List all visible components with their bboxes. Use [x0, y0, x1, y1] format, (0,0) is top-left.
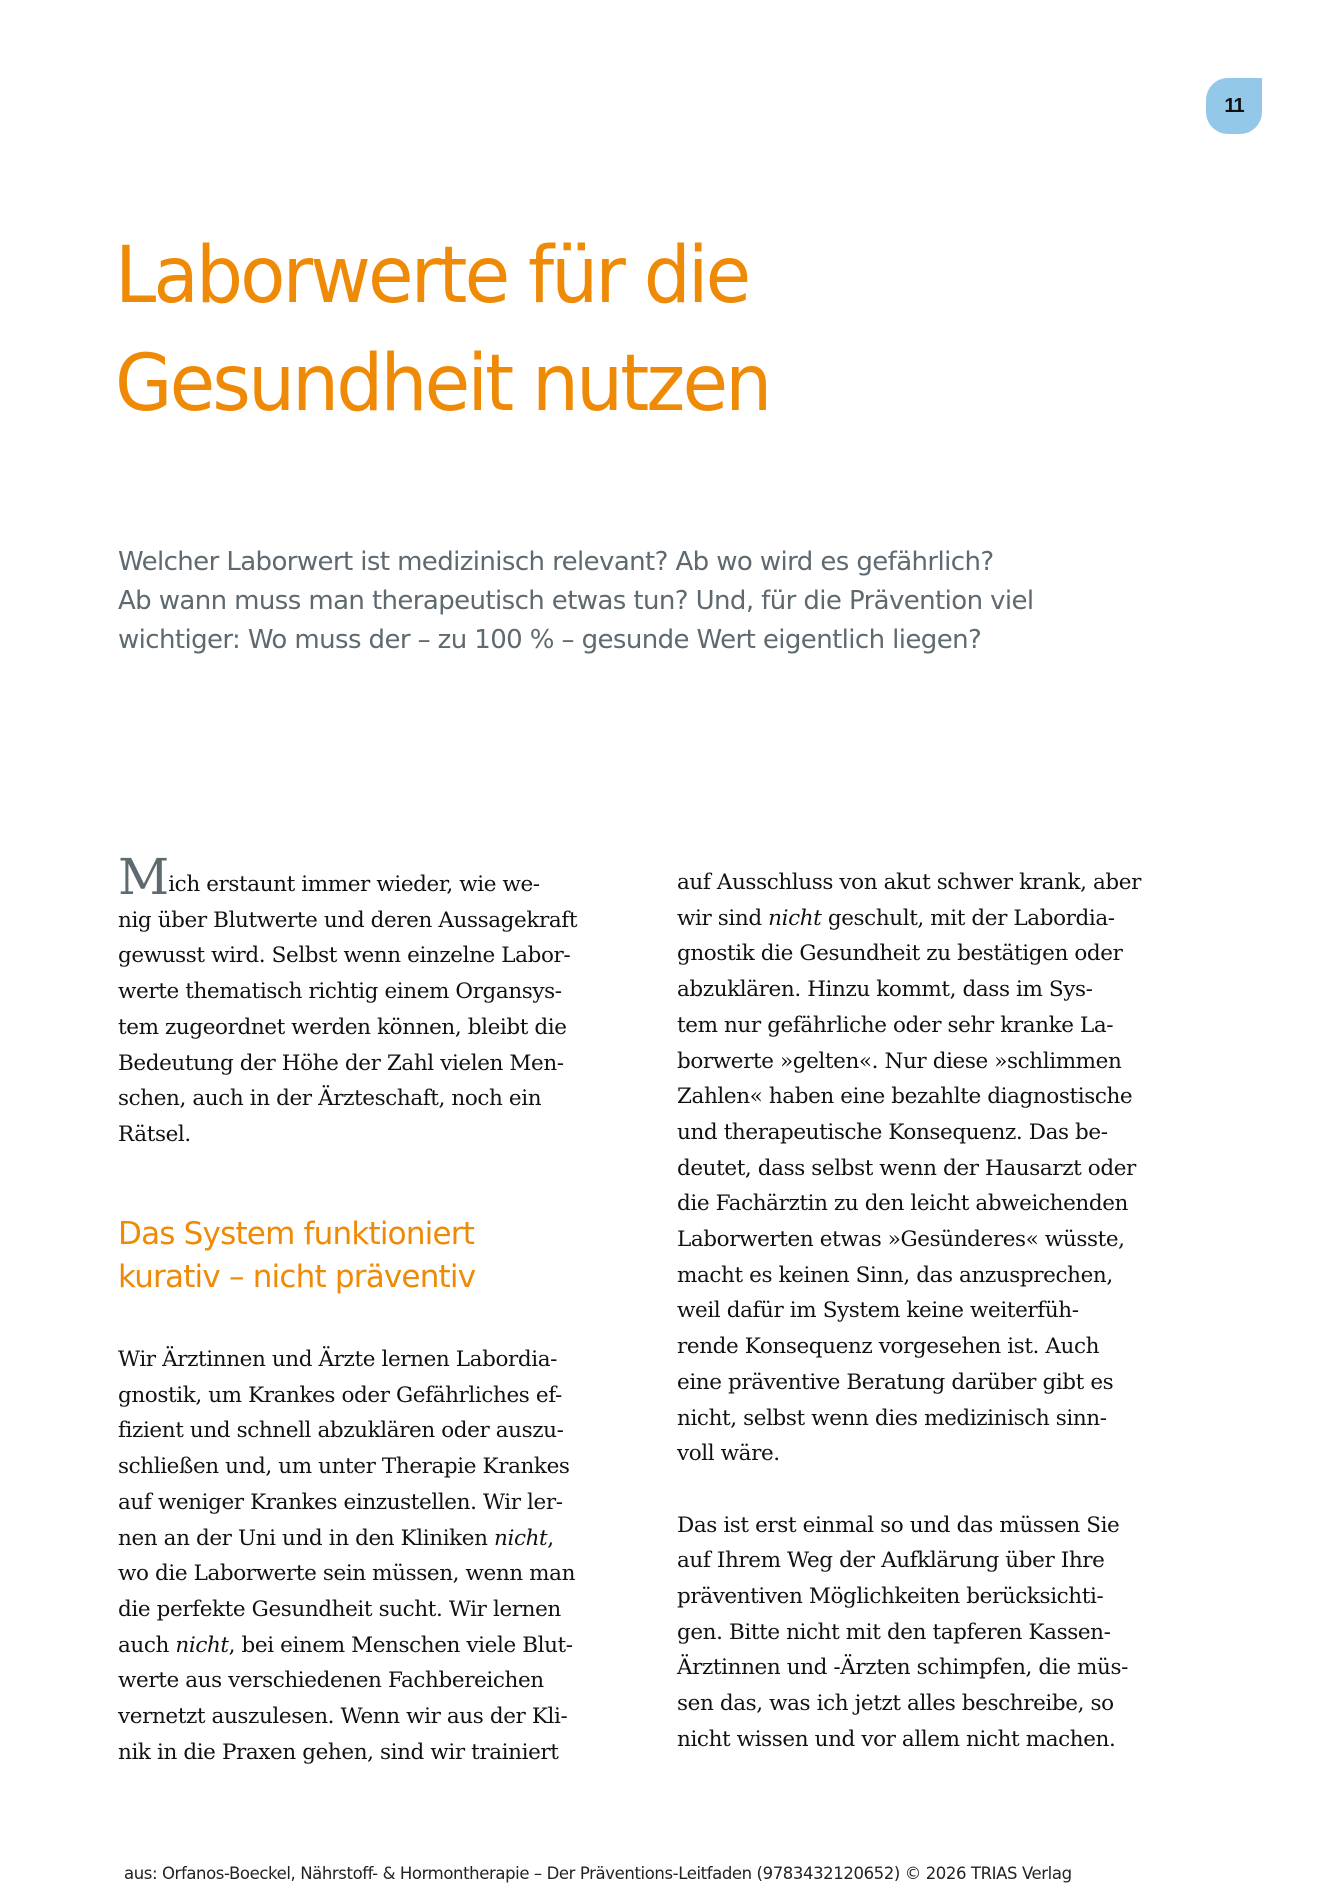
text-line: Laborwerten etwas »Gesünderes« wüsste,: [677, 1227, 1125, 1253]
title-line-1: Laborwerte für die: [115, 231, 749, 321]
text-span: nen an der Uni und in den Kliniken: [118, 1525, 495, 1551]
title-line-2: Gesundheit nutzen: [115, 339, 770, 429]
text-line: nicht, selbst wenn dies medizinisch sinn-: [677, 1405, 1107, 1431]
text-line: [118, 1628, 638, 1664]
text-line: Das ist erst einmal so und das müssen Sie: [677, 1512, 1120, 1538]
text-line: und therapeutische Konsequenz. Das be-: [677, 1119, 1108, 1145]
text-line: eine präventive Beratung darüber gibt es: [677, 1369, 1114, 1395]
text-line: abzuklären. Hinzu kommt, dass im Sys-: [677, 977, 1093, 1003]
text-line: gnostik die Gesundheit zu bestätigen oder: [677, 941, 1123, 967]
text-line: deutet, dass selbst wenn der Hausarzt oder: [677, 1155, 1136, 1181]
text-line: tem nur gefährliche oder sehr kranke La-: [677, 1012, 1114, 1038]
text-line: schließen und, um unter Therapie Krankes: [118, 1454, 570, 1480]
text-line: nicht wissen und vor allem nicht machen.: [677, 1726, 1116, 1752]
text-line: weil dafür im System keine weiterfüh-: [677, 1298, 1079, 1324]
left-column-section-body: [118, 1342, 638, 1770]
text-line: fizient und schnell abzuklären oder auszu-: [118, 1418, 564, 1444]
right-paragraph-2: [677, 1508, 1217, 1758]
text-line: borwerte »gelten«. Nur diese »schlimmen: [677, 1048, 1122, 1074]
text-line: [677, 901, 1217, 937]
emphasis: nicht: [494, 1525, 548, 1551]
text-line: die Fachärztin zu den leicht abweichenden: [677, 1191, 1128, 1217]
text-span: , bei einem Menschen viele Blut-: [228, 1632, 573, 1658]
drop-cap: M: [118, 848, 168, 906]
text-line: gen. Bitte nicht mit den tapferen Kassen-: [677, 1619, 1111, 1645]
text-line: tem zugeordnet werden können, bleibt die: [118, 1014, 567, 1040]
right-column: [677, 865, 1217, 1758]
text-line: vernetzt auszulesen. Wenn wir aus der Kli-: [118, 1704, 568, 1730]
paragraph-spacer: [677, 1472, 1217, 1508]
text-line: werte aus verschiedenen Fachbereichen: [118, 1668, 544, 1694]
text-line: auf Ausschluss von akut schwer krank, aber: [677, 870, 1141, 895]
text-line: wo die Laborwerte sein müssen, wenn man: [118, 1561, 576, 1587]
section-heading: [118, 1213, 475, 1299]
emphasis: nicht: [768, 905, 822, 931]
text-line: sen das, was ich jetzt alles beschreibe, so: [677, 1691, 1114, 1717]
intro-line: Welcher Laborwert ist medizinisch relevant? Ab wo wird es gefährlich?: [118, 547, 994, 577]
heading-line-1: Das System funktioniert: [118, 1216, 475, 1252]
text-line: auf Ihrem Weg der Aufklärung über Ihre: [677, 1548, 1105, 1574]
text-line: präventiven Möglichkeiten berücksichti-: [677, 1584, 1104, 1610]
heading-line-2: kurativ – nicht präventiv: [118, 1259, 476, 1295]
page-number-badge: [1206, 78, 1262, 134]
page-number: 11: [1224, 94, 1244, 117]
text-span: ,: [547, 1525, 554, 1551]
text-line: macht es keinen Sinn, das anzusprechen,: [677, 1262, 1113, 1288]
intro-line: Ab wann muss man therapeutisch etwas tun? Und, für die Prävention viel: [118, 586, 1034, 616]
opening-paragraph: [118, 848, 638, 1153]
text-line: Rätsel.: [118, 1121, 191, 1147]
right-paragraph-1: [677, 865, 1217, 1472]
text-line: [118, 1521, 638, 1557]
text-line: Ärztinnen und -Ärzten schimpfen, die müs-: [677, 1655, 1128, 1681]
text-span: wir sind: [677, 905, 769, 931]
text-line: nik in die Praxen gehen, sind wir trainiert: [118, 1739, 559, 1765]
intro-lead: [118, 543, 1218, 660]
text-line: rende Konsequenz vorgesehen ist. Auch: [677, 1334, 1100, 1360]
text-span: geschult, mit der Labordia-: [821, 905, 1115, 931]
text-line: Bedeutung der Höhe der Zahl vielen Men-: [118, 1050, 564, 1076]
text-span: ich erstaunt immer wieder, wie we-: [168, 872, 540, 897]
emphasis: nicht: [175, 1632, 229, 1658]
text-span: auch: [118, 1632, 176, 1658]
text-line: gewusst wird. Selbst wenn einzelne Labor-: [118, 943, 571, 969]
text-line: Zahlen« haben eine bezahlte diagnostische: [677, 1084, 1133, 1110]
text-line: auf weniger Krankes einzustellen. Wir ler-: [118, 1489, 563, 1515]
copyright-footer: aus: Orfanos-Boeckel, Nährstoff- & Hormontherapie – Der Präventions-Leitfaden (9783432120652) © 2026 TRIAS Verlag: [124, 1864, 1072, 1883]
text-line: schen, auch in der Ärzteschaft, noch ein: [118, 1086, 542, 1112]
text-line: werte thematisch richtig einem Organsys-: [118, 979, 562, 1005]
page-title: [115, 222, 769, 438]
text-line: die perfekte Gesundheit sucht. Wir lernen: [118, 1596, 561, 1622]
text-line: Wir Ärztinnen und Ärzte lernen Labordia-: [118, 1347, 558, 1372]
text-line: voll wäre.: [677, 1441, 780, 1467]
text-line: [118, 848, 638, 906]
left-column: [118, 848, 638, 1153]
intro-line: wichtiger: Wo muss der – zu 100 % – gesunde Wert eigentlich liegen?: [118, 625, 982, 655]
text-line: gnostik, um Krankes oder Gefährliches ef-: [118, 1382, 562, 1408]
text-line: nig über Blutwerte und deren Aussagekraft: [118, 907, 578, 933]
